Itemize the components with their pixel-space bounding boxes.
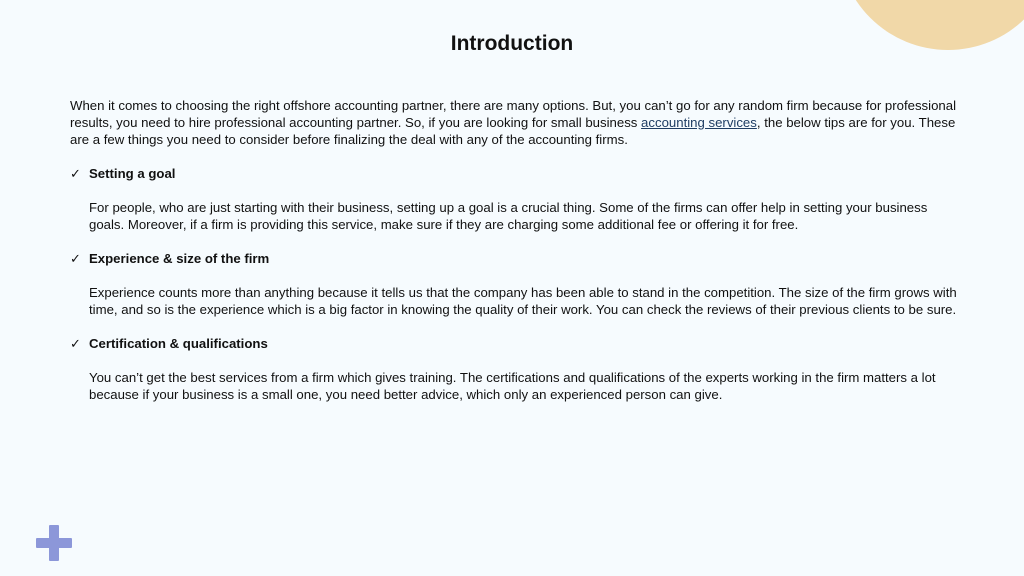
checkmark-icon: ✓ <box>70 166 81 181</box>
checkmark-icon: ✓ <box>70 251 81 266</box>
section-heading-text: Setting a goal <box>89 166 176 181</box>
document-body <box>70 97 960 420</box>
section-body-experience: Experience counts more than anything because it tells us that the company has been able to stand in the competition. The size of the firm grows with time, and so is the experience which is a big factor in knowing the quality of their work. You can check the reviews of their previous clients to be sure. <box>89 285 957 317</box>
section-heading-certification <box>70 335 960 352</box>
section-heading-goal <box>70 165 960 182</box>
intro-text-end: , the below tips are for you. These are a few things you need to consider before finalizing the deal with any of the accounting firms. <box>70 115 956 147</box>
section-heading-experience <box>70 250 960 267</box>
section-heading-text: Experience & size of the firm <box>89 251 270 266</box>
section-heading-text: Certification & qualifications <box>89 336 268 351</box>
checkmark-icon: ✓ <box>70 336 81 351</box>
page-title: Introduction <box>450 32 574 55</box>
section-body-certification: You can’t get the best services from a firm which gives training. The certifications and qualifications of the experts working in the firm matters a lot because if your business is a small one, you need better advice, which only an experienced person can give. <box>89 370 936 402</box>
intro-paragraph <box>70 97 960 148</box>
plus-icon <box>36 525 72 561</box>
section-body-goal: For people, who are just starting with their business, setting up a goal is a crucial thing. Some of the firms can offer help in setting your business goals. Moreover, if a firm is providing this service, make sure if they are charging some additional fee or offering it for free. <box>89 200 928 232</box>
intro-text-start: When it comes to choosing the right offshore accounting partner, there are many options. But, you can’t go for any random firm because for professional results, you need to hire professional accounting partner. So, if you are looking for small business <box>70 98 957 130</box>
accounting-services-link[interactable]: accounting services <box>641 115 757 130</box>
